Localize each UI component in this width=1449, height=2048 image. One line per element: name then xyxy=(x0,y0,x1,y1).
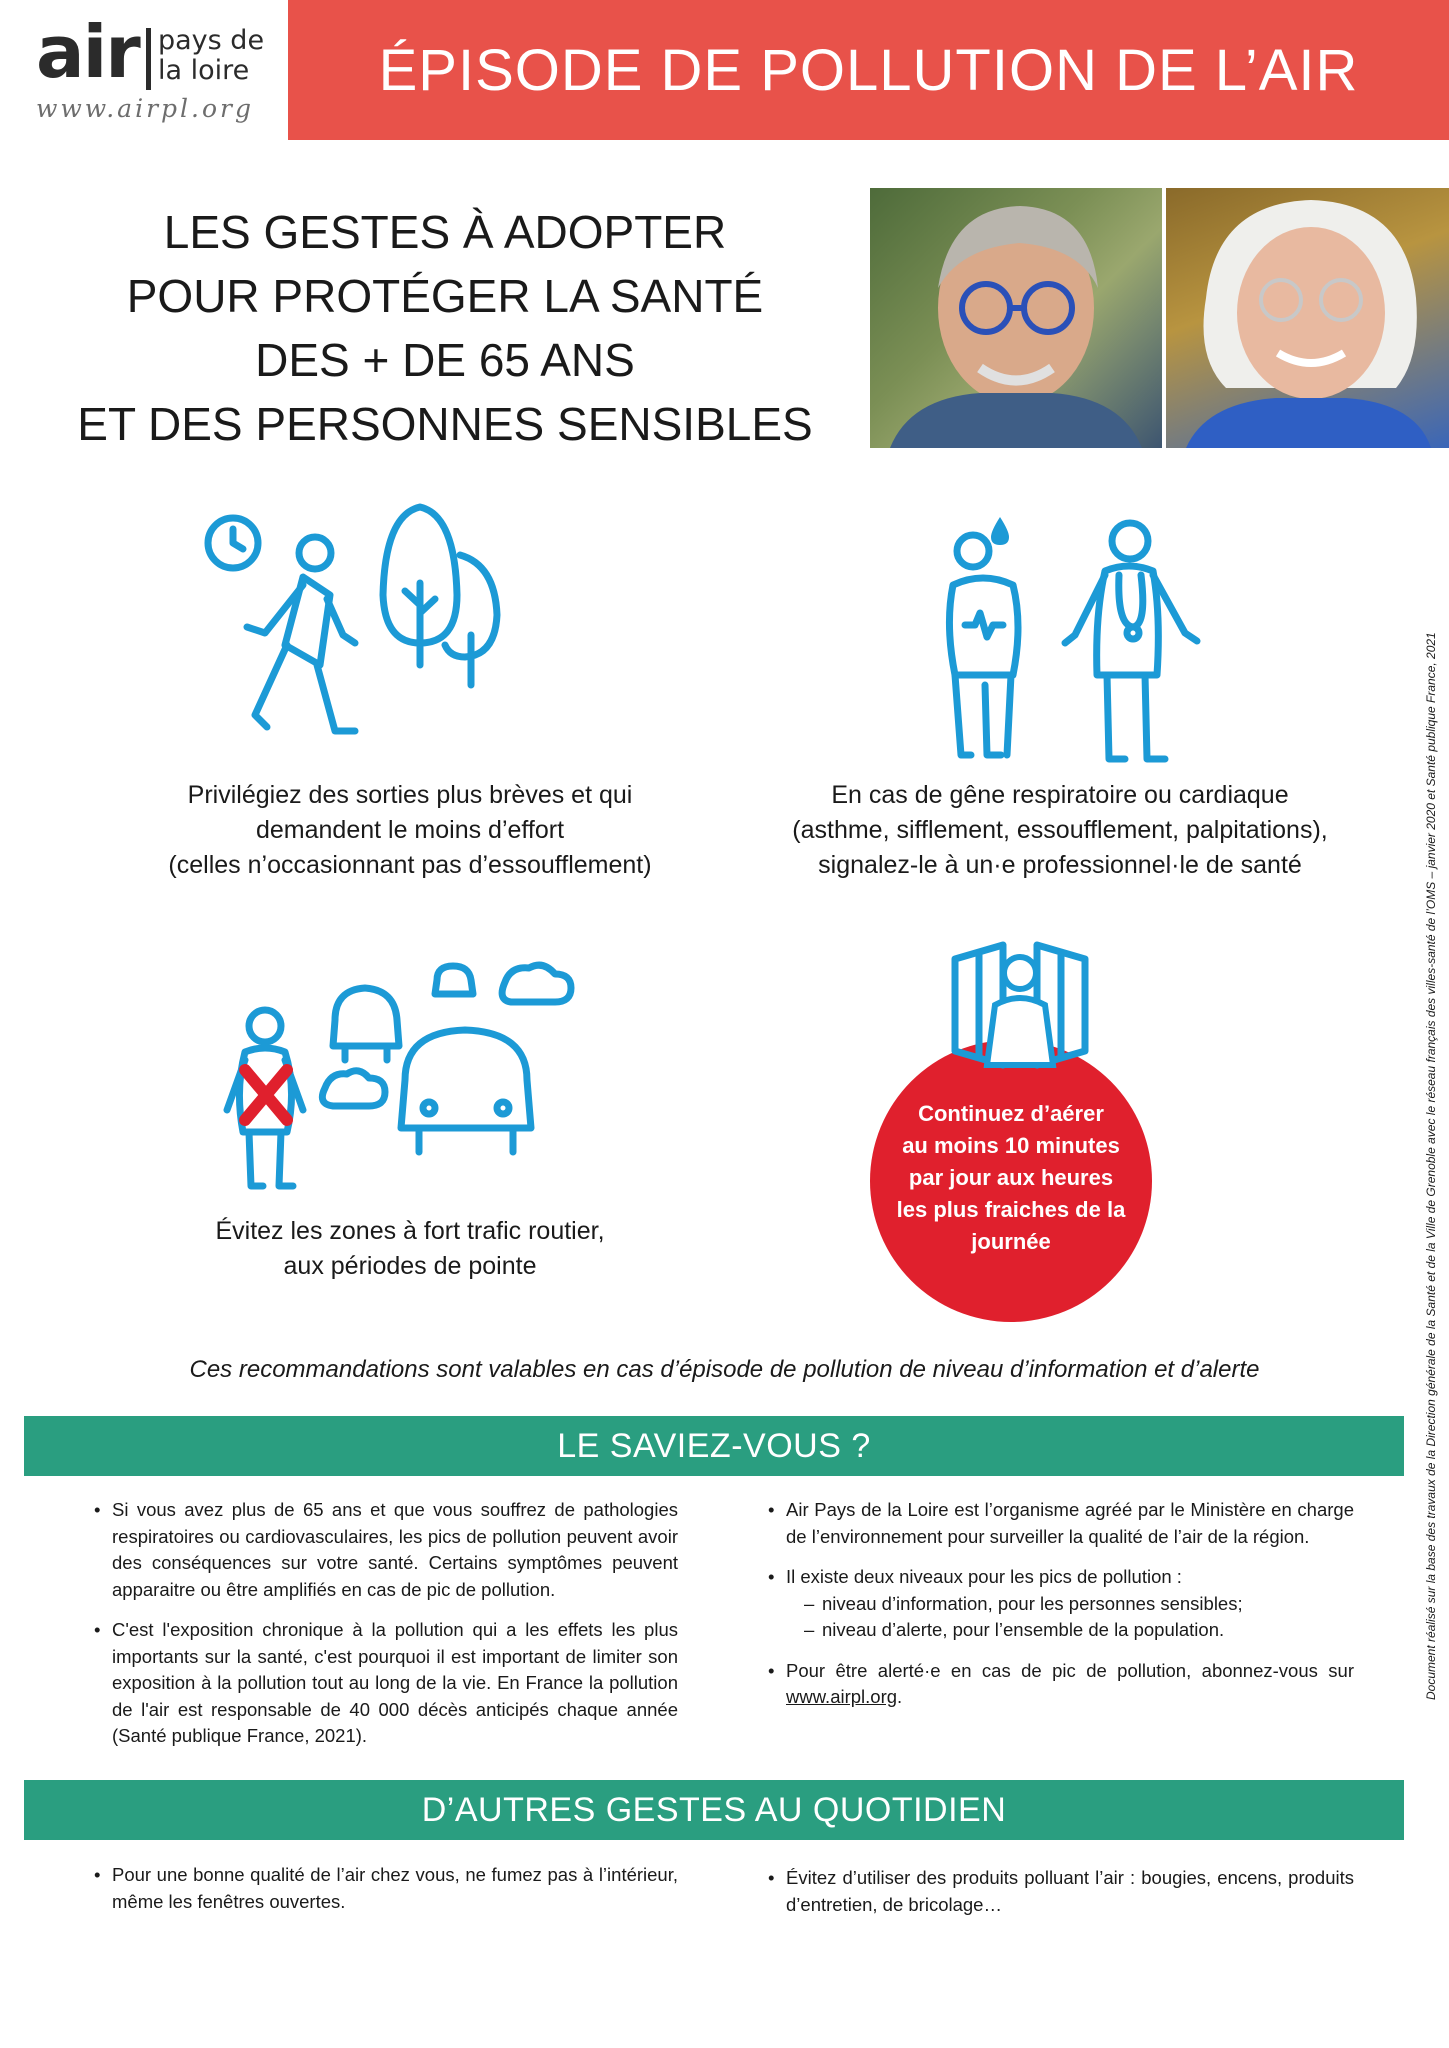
photo-elderly-man xyxy=(870,188,1162,448)
tip-walk-line1: Privilégiez des sorties plus brèves et qui xyxy=(187,781,633,809)
tip-traffic-line2: aux périodes de pointe xyxy=(283,1252,537,1280)
levels-sublist xyxy=(786,1591,1354,1644)
tip-walk-text xyxy=(120,778,700,883)
subscribe-text: Pour être alerté·e en cas de pic de pollution, abonnez-vous sur xyxy=(786,1659,1354,1681)
page-title: ÉPISODE DE POLLUTION DE L’AIR xyxy=(378,37,1359,103)
level-information: – niveau d’information, pour les personnes sensibles; xyxy=(804,1591,1354,1618)
logo-air-text: air xyxy=(36,10,139,94)
tip-health-line3: signalez-le à un·e professionnel·le de santé xyxy=(818,851,1302,879)
tip-ventilate-text xyxy=(880,1098,1142,1258)
header-band xyxy=(288,0,1449,140)
logo-region-line2: la loire xyxy=(158,55,250,86)
level-alert: – niveau d’alerte, pour l’ensemble de la population. xyxy=(804,1617,1354,1644)
saviez-vous-right-column xyxy=(768,1497,1354,1725)
traffic-avoid-icon xyxy=(205,960,595,1200)
tip-ventilate-line4: les plus fraiches de la xyxy=(896,1197,1126,1222)
list-item xyxy=(768,1564,1354,1644)
main-title-line4: ET DES PERSONNES SENSIBLES xyxy=(77,398,813,450)
list-item: • C'est l'exposition chronique à la pollution qui a les effets les plus importants sur la santé, c'est pourquoi il est important de limiter son exposition à la pollution tout au long de la vie. En France la pollution de l'air est responsable de 40 000 décès anticipés chaque année (Santé publique France, 2021). xyxy=(94,1617,678,1750)
autres-gestes-header xyxy=(24,1780,1404,1840)
tip-traffic-text xyxy=(120,1214,700,1284)
tip-ventilate-line3: par jour aux heures xyxy=(908,1165,1114,1190)
tip-walk-line3: (celles n’occasionnant pas d’essoufflement) xyxy=(168,851,652,879)
saviez-vous-title: LE SAVIEZ-VOUS ? xyxy=(557,1426,871,1465)
patient-doctor-icon xyxy=(925,515,1235,775)
main-title xyxy=(60,200,830,456)
airpl-link[interactable]: www.airpl.org xyxy=(786,1686,898,1707)
recommendation-note: Ces recommandations sont valables en cas d’épisode de pollution de niveau d’information et d’alerte xyxy=(189,1356,1260,1383)
tip-health-line1: En cas de gêne respiratoire ou cardiaque xyxy=(831,781,1289,809)
tip-health-line2: (asthme, sifflement, essoufflement, palpitations), xyxy=(792,816,1328,844)
tip-ventilate-line5: journée xyxy=(971,1229,1051,1254)
subscribe-end: . xyxy=(897,1686,903,1707)
walking-person-trees-icon xyxy=(195,495,525,755)
saviez-vous-header xyxy=(24,1416,1404,1476)
logo xyxy=(36,10,276,123)
logo-url[interactable]: www.airpl.org xyxy=(36,94,254,123)
logo-region xyxy=(158,26,264,86)
tip-health-text xyxy=(740,778,1380,883)
logo-region-line1: pays de xyxy=(158,25,265,56)
autres-gestes-title: D’AUTRES GESTES AU QUOTIDIEN xyxy=(421,1790,1007,1829)
main-title-line1: LES GESTES À ADOPTER xyxy=(163,206,727,258)
tip-ventilate-line2: au moins 10 minutes xyxy=(902,1133,1120,1158)
source-note: Document réalisé sur la base des travaux de la Direction générale de la Santé et de la Ville de Grenoble avec le réseau français des villes-santé de l’OMS – janvier 2020 et Santé publique France, 2021 xyxy=(1424,632,1438,1700)
saviez-vous-left-column xyxy=(94,1497,678,1764)
list-item: • Si vous avez plus de 65 ans et que vous souffrez de pathologies respiratoires ou cardiovasculaires, les pics de pollution peuvent avoir des conséquences sur votre santé. Certains symptômes peuvent apparaitre ou être amplifiés en cas de pic de pollution. xyxy=(94,1497,678,1603)
tip-walk-line2: demandent le moins d’effort xyxy=(255,816,565,844)
logo-divider xyxy=(146,28,151,90)
main-title-line2: POUR PROTÉGER LA SANTÉ xyxy=(126,270,764,322)
list-item: • Pour une bonne qualité de l’air chez vous, ne fumez pas à l’intérieur, même les fenêtres ouvertes. xyxy=(94,1862,678,1915)
main-title-line3: DES + DE 65 ANS xyxy=(255,334,635,386)
open-window-icon xyxy=(945,935,1095,1085)
levels-intro: • Il existe deux niveaux pour les pics de pollution : xyxy=(786,1566,1182,1587)
list-item xyxy=(768,1658,1354,1711)
tip-ventilate-line1: Continuez d’aérer xyxy=(918,1101,1104,1126)
autres-gestes-right-column xyxy=(768,1865,1354,1932)
list-item: • Évitez d’utiliser des produits polluant l’air : bougies, encens, produits d’entretien, de bricolage… xyxy=(768,1865,1354,1918)
photo-elderly-woman xyxy=(1166,188,1449,448)
tip-traffic-line1: Évitez les zones à fort trafic routier, xyxy=(215,1217,605,1245)
list-item: • Air Pays de la Loire est l’organisme agréé par le Ministère en charge de l’environnement pour surveiller la qualité de l’air de la région. xyxy=(768,1497,1354,1550)
autres-gestes-left-column xyxy=(94,1862,678,1929)
